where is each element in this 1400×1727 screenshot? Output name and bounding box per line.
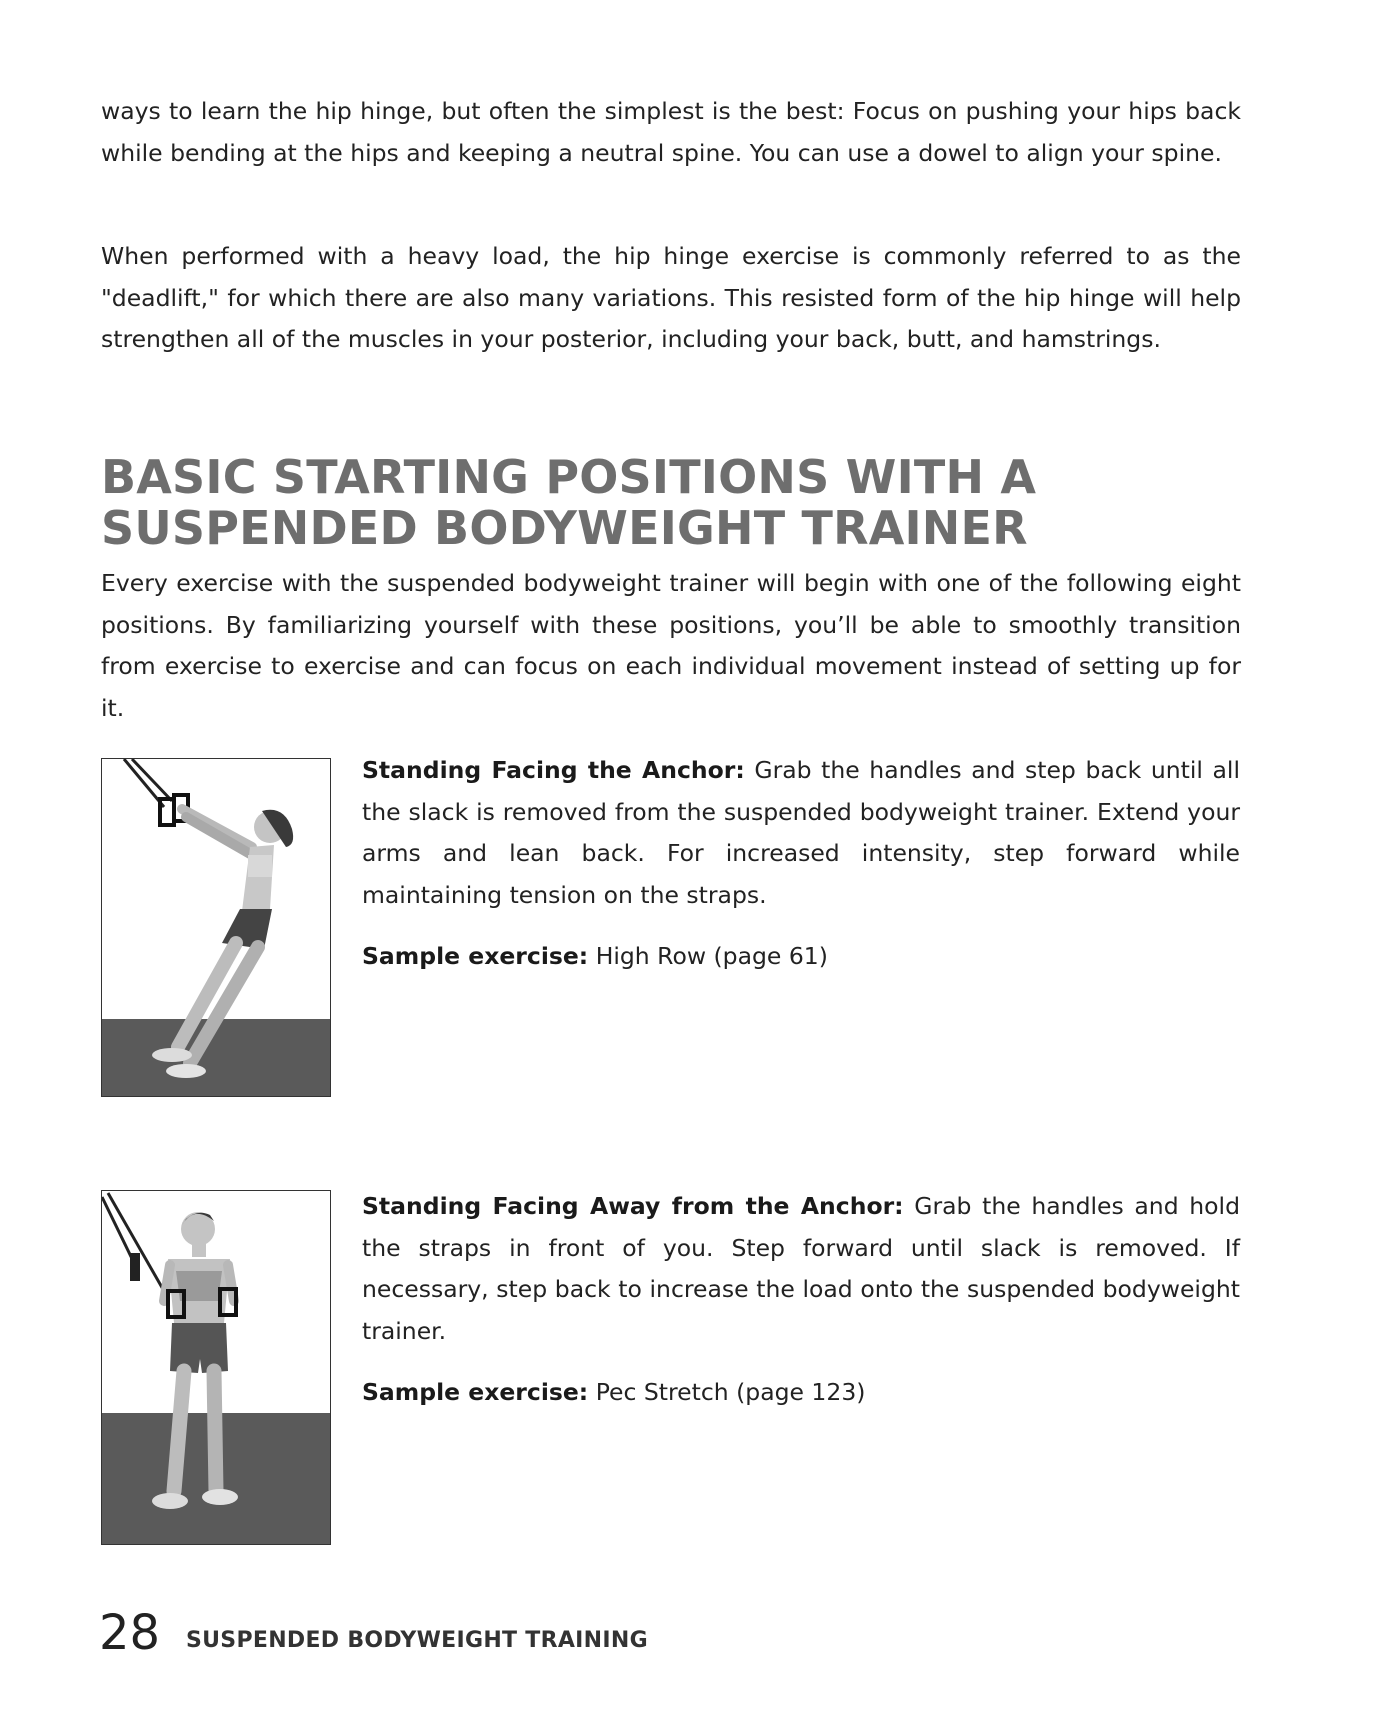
section-heading-line: BASIC STARTING POSITIONS WITH A — [101, 450, 1037, 504]
position-title: Standing Facing Away from the Anchor: — [362, 1192, 904, 1220]
sample-exercise-value: Pec Stretch (page 123) — [595, 1378, 866, 1406]
body-paragraph: ways to learn the hip hinge, but often the simplest is the best: Focus on pushing your hips back while bending at the hips and keeping a neutral spine. You can use a dowel to align your spine. — [101, 97, 1241, 167]
position-text: Grab the handles and step back until all the slack is removed from the suspended bodyweight trainer. Extend your arms and lean back. For increased intensity, step forward while maintaining tension on the straps. — [362, 756, 1240, 909]
sample-exercise-label: Sample exercise: — [362, 1378, 589, 1406]
sample-exercise-value: High Row (page 61) — [595, 942, 828, 970]
photo-standing-facing-anchor — [101, 758, 331, 1097]
position-text: Grab the handles and hold the straps in front of you. Step forward until slack is removed. If necessary, step back to increase the load onto the suspended bodyweight trainer. — [362, 1192, 1241, 1345]
section-heading — [101, 452, 1241, 554]
photo-standing-facing-away — [101, 1190, 331, 1545]
running-footer-title: SUSPENDED BODYWEIGHT TRAINING — [186, 1628, 648, 1653]
section-heading-line: SUSPENDED BODYWEIGHT TRAINER — [101, 501, 1028, 555]
section-intro: Every exercise with the suspended bodyweight trainer will begin with one of the following eight positions. By familiarizing yourself with these positions, you’ll be able to smoothly transition from exercise to exercise and can focus on each individual movement instead of setting up for it. — [101, 569, 1241, 722]
page-number: 28 — [99, 1605, 161, 1661]
position-description — [362, 750, 1240, 916]
position-title: Standing Facing the Anchor: — [362, 756, 745, 784]
body-paragraph: When performed with a heavy load, the hip hinge exercise is commonly referred to as the "deadlift," for which there are also many variations. This resisted form of the hip hinge will help strengthen all of the muscles in your posterior, including your back, butt, and hamstrings. — [101, 242, 1241, 353]
sample-exercise — [362, 936, 1240, 978]
sample-exercise-label: Sample exercise: — [362, 942, 589, 970]
sample-exercise — [362, 1372, 1240, 1414]
position-description — [362, 1186, 1240, 1352]
